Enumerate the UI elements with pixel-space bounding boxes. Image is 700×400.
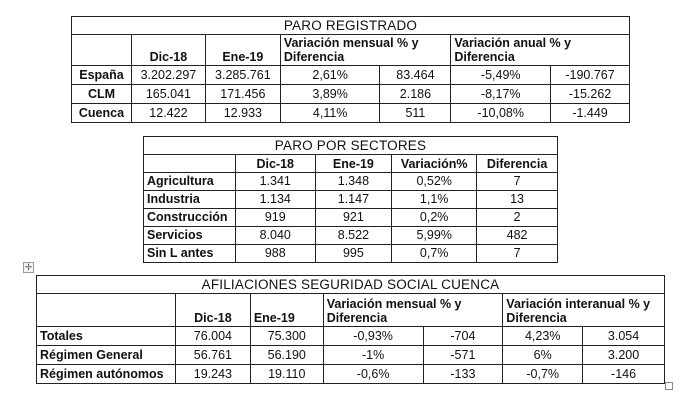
cell-dic18: 8.040 — [235, 227, 315, 245]
cell-var-anual-pct: -8,17% — [451, 85, 551, 104]
cell-ene19: 1.147 — [315, 191, 392, 209]
cell-var-interanual-dif: -146 — [583, 365, 665, 384]
cell-diferencia: 2 — [477, 209, 558, 227]
row-label: Sin L antes — [144, 245, 236, 263]
cell-diferencia: 13 — [477, 191, 558, 209]
row-label: Servicios — [144, 227, 236, 245]
cell-variacion: 0,7% — [392, 245, 477, 263]
cell-dic18: 3.202.297 — [131, 66, 205, 85]
cell-var-interanual-dif: 3.054 — [583, 327, 665, 346]
header-ene19: Ene-19 — [205, 35, 280, 66]
table-row — [37, 365, 665, 384]
cell-ene19: 56.190 — [250, 346, 323, 365]
cell-var-anual-dif: -15.262 — [551, 85, 630, 104]
cell-var-mensual-dif: 83.464 — [380, 66, 451, 85]
cell-dic18: 919 — [235, 209, 315, 227]
table-title: PARO REGISTRADO — [72, 17, 630, 35]
resize-square-icon[interactable] — [665, 382, 673, 390]
row-label: España — [72, 66, 132, 85]
cell-ene19: 8.522 — [315, 227, 392, 245]
table-row — [144, 191, 558, 209]
cell-ene19: 1.348 — [315, 173, 392, 191]
cell-ene19: 171.456 — [205, 85, 280, 104]
cell-dic18: 12.422 — [131, 104, 205, 123]
cell-variacion: 0,52% — [392, 173, 477, 191]
cell-ene19: 12.933 — [205, 104, 280, 123]
cell-dic18: 988 — [235, 245, 315, 263]
cell-var-mensual-pct: -1% — [323, 346, 423, 365]
table-row — [72, 104, 630, 123]
cell-dic18: 56.761 — [175, 346, 250, 365]
cell-var-mensual-pct: 4,11% — [280, 104, 380, 123]
header-diferencia: Diferencia — [477, 155, 558, 173]
cell-var-mensual-dif: -571 — [423, 346, 503, 365]
header-var-mensual: Variación mensual % y Diferencia — [280, 35, 451, 66]
cell-var-mensual-pct: 3,89% — [280, 85, 380, 104]
row-label: Cuenca — [72, 104, 132, 123]
table-row — [37, 327, 665, 346]
paro-sectores-table — [143, 136, 558, 263]
cell-dic18: 19.243 — [175, 365, 250, 384]
header-var-anual: Variación anual % y Diferencia — [451, 35, 630, 66]
table-row — [72, 85, 630, 104]
header-ene19: Ene-19 — [250, 294, 323, 327]
row-label: Régimen General — [37, 346, 176, 365]
cell-var-anual-pct: -5,49% — [451, 66, 551, 85]
table-row — [37, 346, 665, 365]
cell-ene19: 3.285.761 — [205, 66, 280, 85]
header-empty — [144, 155, 236, 173]
afiliaciones-table — [36, 275, 665, 384]
cell-diferencia: 7 — [477, 173, 558, 191]
cell-diferencia: 482 — [477, 227, 558, 245]
header-dic18: Dic-18 — [175, 294, 250, 327]
cell-ene19: 75.300 — [250, 327, 323, 346]
cell-var-mensual-dif: -133 — [423, 365, 503, 384]
cell-ene19: 995 — [315, 245, 392, 263]
cell-variacion: 5,99% — [392, 227, 477, 245]
cell-diferencia: 7 — [477, 245, 558, 263]
cell-var-mensual-pct: -0,93% — [323, 327, 423, 346]
row-label: Agricultura — [144, 173, 236, 191]
row-label: Régimen autónomos — [37, 365, 176, 384]
header-var-interanual: Variación interanual % y Diferencia — [503, 294, 665, 327]
table-row — [144, 245, 558, 263]
table-title: PARO POR SECTORES — [144, 137, 558, 155]
paro-registrado-table — [71, 16, 630, 123]
table-row — [144, 173, 558, 191]
cell-var-interanual-pct: 6% — [503, 346, 583, 365]
cell-var-mensual-pct: -0,6% — [323, 365, 423, 384]
cell-var-interanual-pct: 4,23% — [503, 327, 583, 346]
table-row — [72, 66, 630, 85]
cell-dic18: 1.341 — [235, 173, 315, 191]
cell-dic18: 1.134 — [235, 191, 315, 209]
cell-var-mensual-dif: 511 — [380, 104, 451, 123]
table-row — [144, 209, 558, 227]
row-label: Construcción — [144, 209, 236, 227]
cell-var-anual-pct: -10,08% — [451, 104, 551, 123]
header-dic18: Dic-18 — [235, 155, 315, 173]
row-label: CLM — [72, 85, 132, 104]
cell-var-anual-dif: -190.767 — [551, 66, 630, 85]
row-label: Totales — [37, 327, 176, 346]
header-var-mensual: Variación mensual % y Diferencia — [323, 294, 503, 327]
header-empty — [72, 35, 132, 66]
move-arrows-icon[interactable]: ✛ — [24, 262, 33, 272]
cell-variacion: 0,2% — [392, 209, 477, 227]
cell-variacion: 1,1% — [392, 191, 477, 209]
header-empty — [37, 294, 176, 327]
cell-var-anual-dif: -1.449 — [551, 104, 630, 123]
cell-ene19: 921 — [315, 209, 392, 227]
cell-dic18: 165.041 — [131, 85, 205, 104]
row-label: Industria — [144, 191, 236, 209]
cell-var-mensual-dif: 2.186 — [380, 85, 451, 104]
cell-var-mensual-pct: 2,61% — [280, 66, 380, 85]
header-variacion: Variación% — [392, 155, 477, 173]
header-dic18: Dic-18 — [131, 35, 205, 66]
cell-dic18: 76.004 — [175, 327, 250, 346]
cell-var-interanual-dif: 3.200 — [583, 346, 665, 365]
cell-var-interanual-pct: -0,7% — [503, 365, 583, 384]
cell-ene19: 19.110 — [250, 365, 323, 384]
table-title: AFILIACIONES SEGURIDAD SOCIAL CUENCA — [37, 276, 665, 294]
cell-var-mensual-dif: -704 — [423, 327, 503, 346]
header-ene19: Ene-19 — [315, 155, 392, 173]
table-row — [144, 227, 558, 245]
